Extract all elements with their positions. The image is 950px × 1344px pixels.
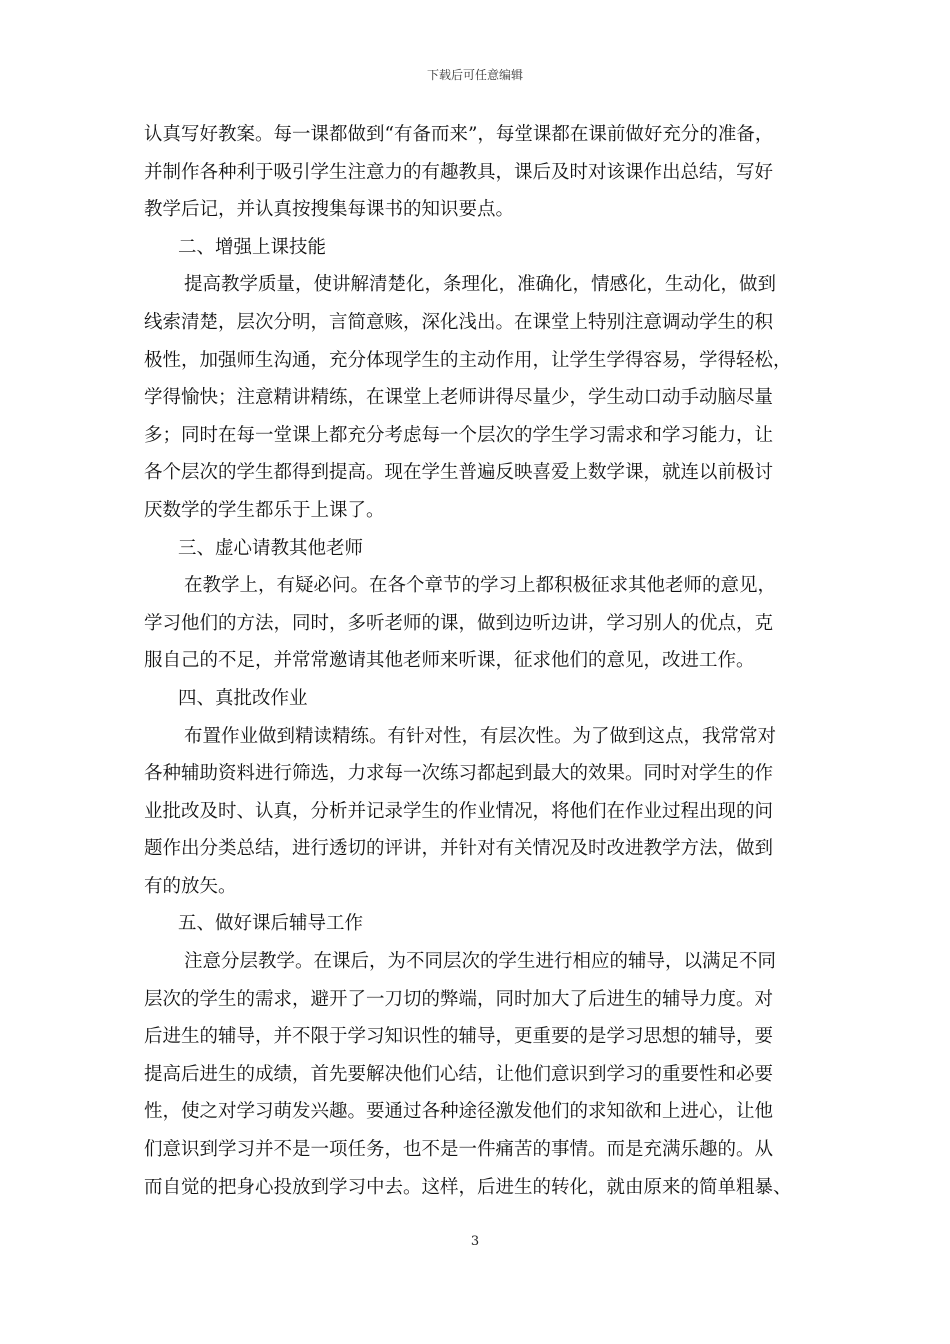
body-line: 线索清楚，层次分明，言简意赅，深化浅出。在课堂上特别注意调动学生的积 — [144, 311, 774, 333]
body-line: 后进生的辅导，并不限于学习知识性的辅导，更重要的是学习思想的辅导，要 — [144, 1026, 774, 1048]
body-line: 提高后进生的成绩，首先要解决他们心结，让他们意识到学习的重要性和必要 — [144, 1063, 774, 1085]
section-heading: 二、增强上课技能 — [178, 236, 327, 258]
body-line: 学习他们的方法，同时，多听老师的课，做到边听边讲，学习别人的优点，克 — [144, 612, 774, 634]
body-line: 厌数学的学生都乐于上课了。 — [144, 499, 385, 521]
body-line: 题作出分类总结，进行透切的评讲，并针对有关情况及时改进教学方法，做到 — [144, 838, 774, 860]
body-line: 并制作各种利于吸引学生注意力的有趣教具，课后及时对该课作出总结，写好 — [144, 161, 774, 183]
body-line: 各种辅助资料进行筛选，力求每一次练习都起到最大的效果。同时对学生的作 — [144, 763, 774, 785]
body-line: 认真写好教案。每一课都做到“有备而来”，每堂课都在课前做好充分的准备， — [144, 124, 774, 145]
section-heading: 三、虚心请教其他老师 — [178, 537, 364, 559]
body-line: 极性，加强师生沟通，充分体现学生的主动作用，让学生学得容易，学得轻松， — [144, 349, 792, 371]
page-header-note: 下载后可任意编辑 — [426, 68, 523, 82]
body-line: 业批改及时、认真，分析并记录学生的作业情况，将他们在作业过程出现的问 — [144, 800, 774, 822]
paragraph-first-line: 在教学上，有疑必问。在各个章节的学习上都积极征求其他老师的意见， — [184, 575, 777, 597]
body-line: 服自己的不足，并常常邀请其他老师来听课，征求他们的意见，改进工作。 — [144, 650, 755, 672]
paragraph-first-line: 布置作业做到精读精练。有针对性，有层次性。为了做到这点，我常常对 — [184, 725, 777, 747]
paragraph-first-line: 注意分层教学。在课后，为不同层次的学生进行相应的辅导，以满足不同 — [184, 951, 777, 973]
body-line: 学得愉快；注意精讲精练，在课堂上老师讲得尽量少，学生动口动手动脑尽量 — [144, 387, 774, 409]
body-line: 多；同时在每一堂课上都充分考虑每一个层次的学生学习需求和学习能力，让 — [144, 424, 774, 446]
body-line: 教学后记，并认真按搜集每课书的知识要点。 — [144, 199, 515, 221]
body-line: 性，使之对学习萌发兴趣。要通过各种途径激发他们的求知欲和上进心，让他 — [144, 1101, 774, 1123]
paragraph-first-line: 提高教学质量，使讲解清楚化，条理化，准确化，情感化，生动化，做到 — [184, 274, 777, 296]
body-line: 各个层次的学生都得到提高。现在学生普遍反映喜爱上数学课，就连以前极讨 — [144, 462, 774, 484]
section-heading: 五、做好课后辅导工作 — [178, 913, 364, 935]
document-body — [144, 116, 808, 1206]
page-number: 3 — [470, 1234, 480, 1249]
section-heading: 四、真批改作业 — [178, 687, 308, 709]
body-line: 们意识到学习并不是一项任务，也不是一件痛苦的事情。而是充满乐趣的。从 — [144, 1139, 774, 1161]
body-line: 层次的学生的需求，避开了一刀切的弊端，同时加大了后进生的辅导力度。对 — [144, 988, 774, 1010]
body-line: 有的放矢。 — [144, 875, 237, 897]
body-line: 而自觉的把身心投放到学习中去。这样，后进生的转化，就由原来的简单粗暴、 — [144, 1176, 792, 1198]
